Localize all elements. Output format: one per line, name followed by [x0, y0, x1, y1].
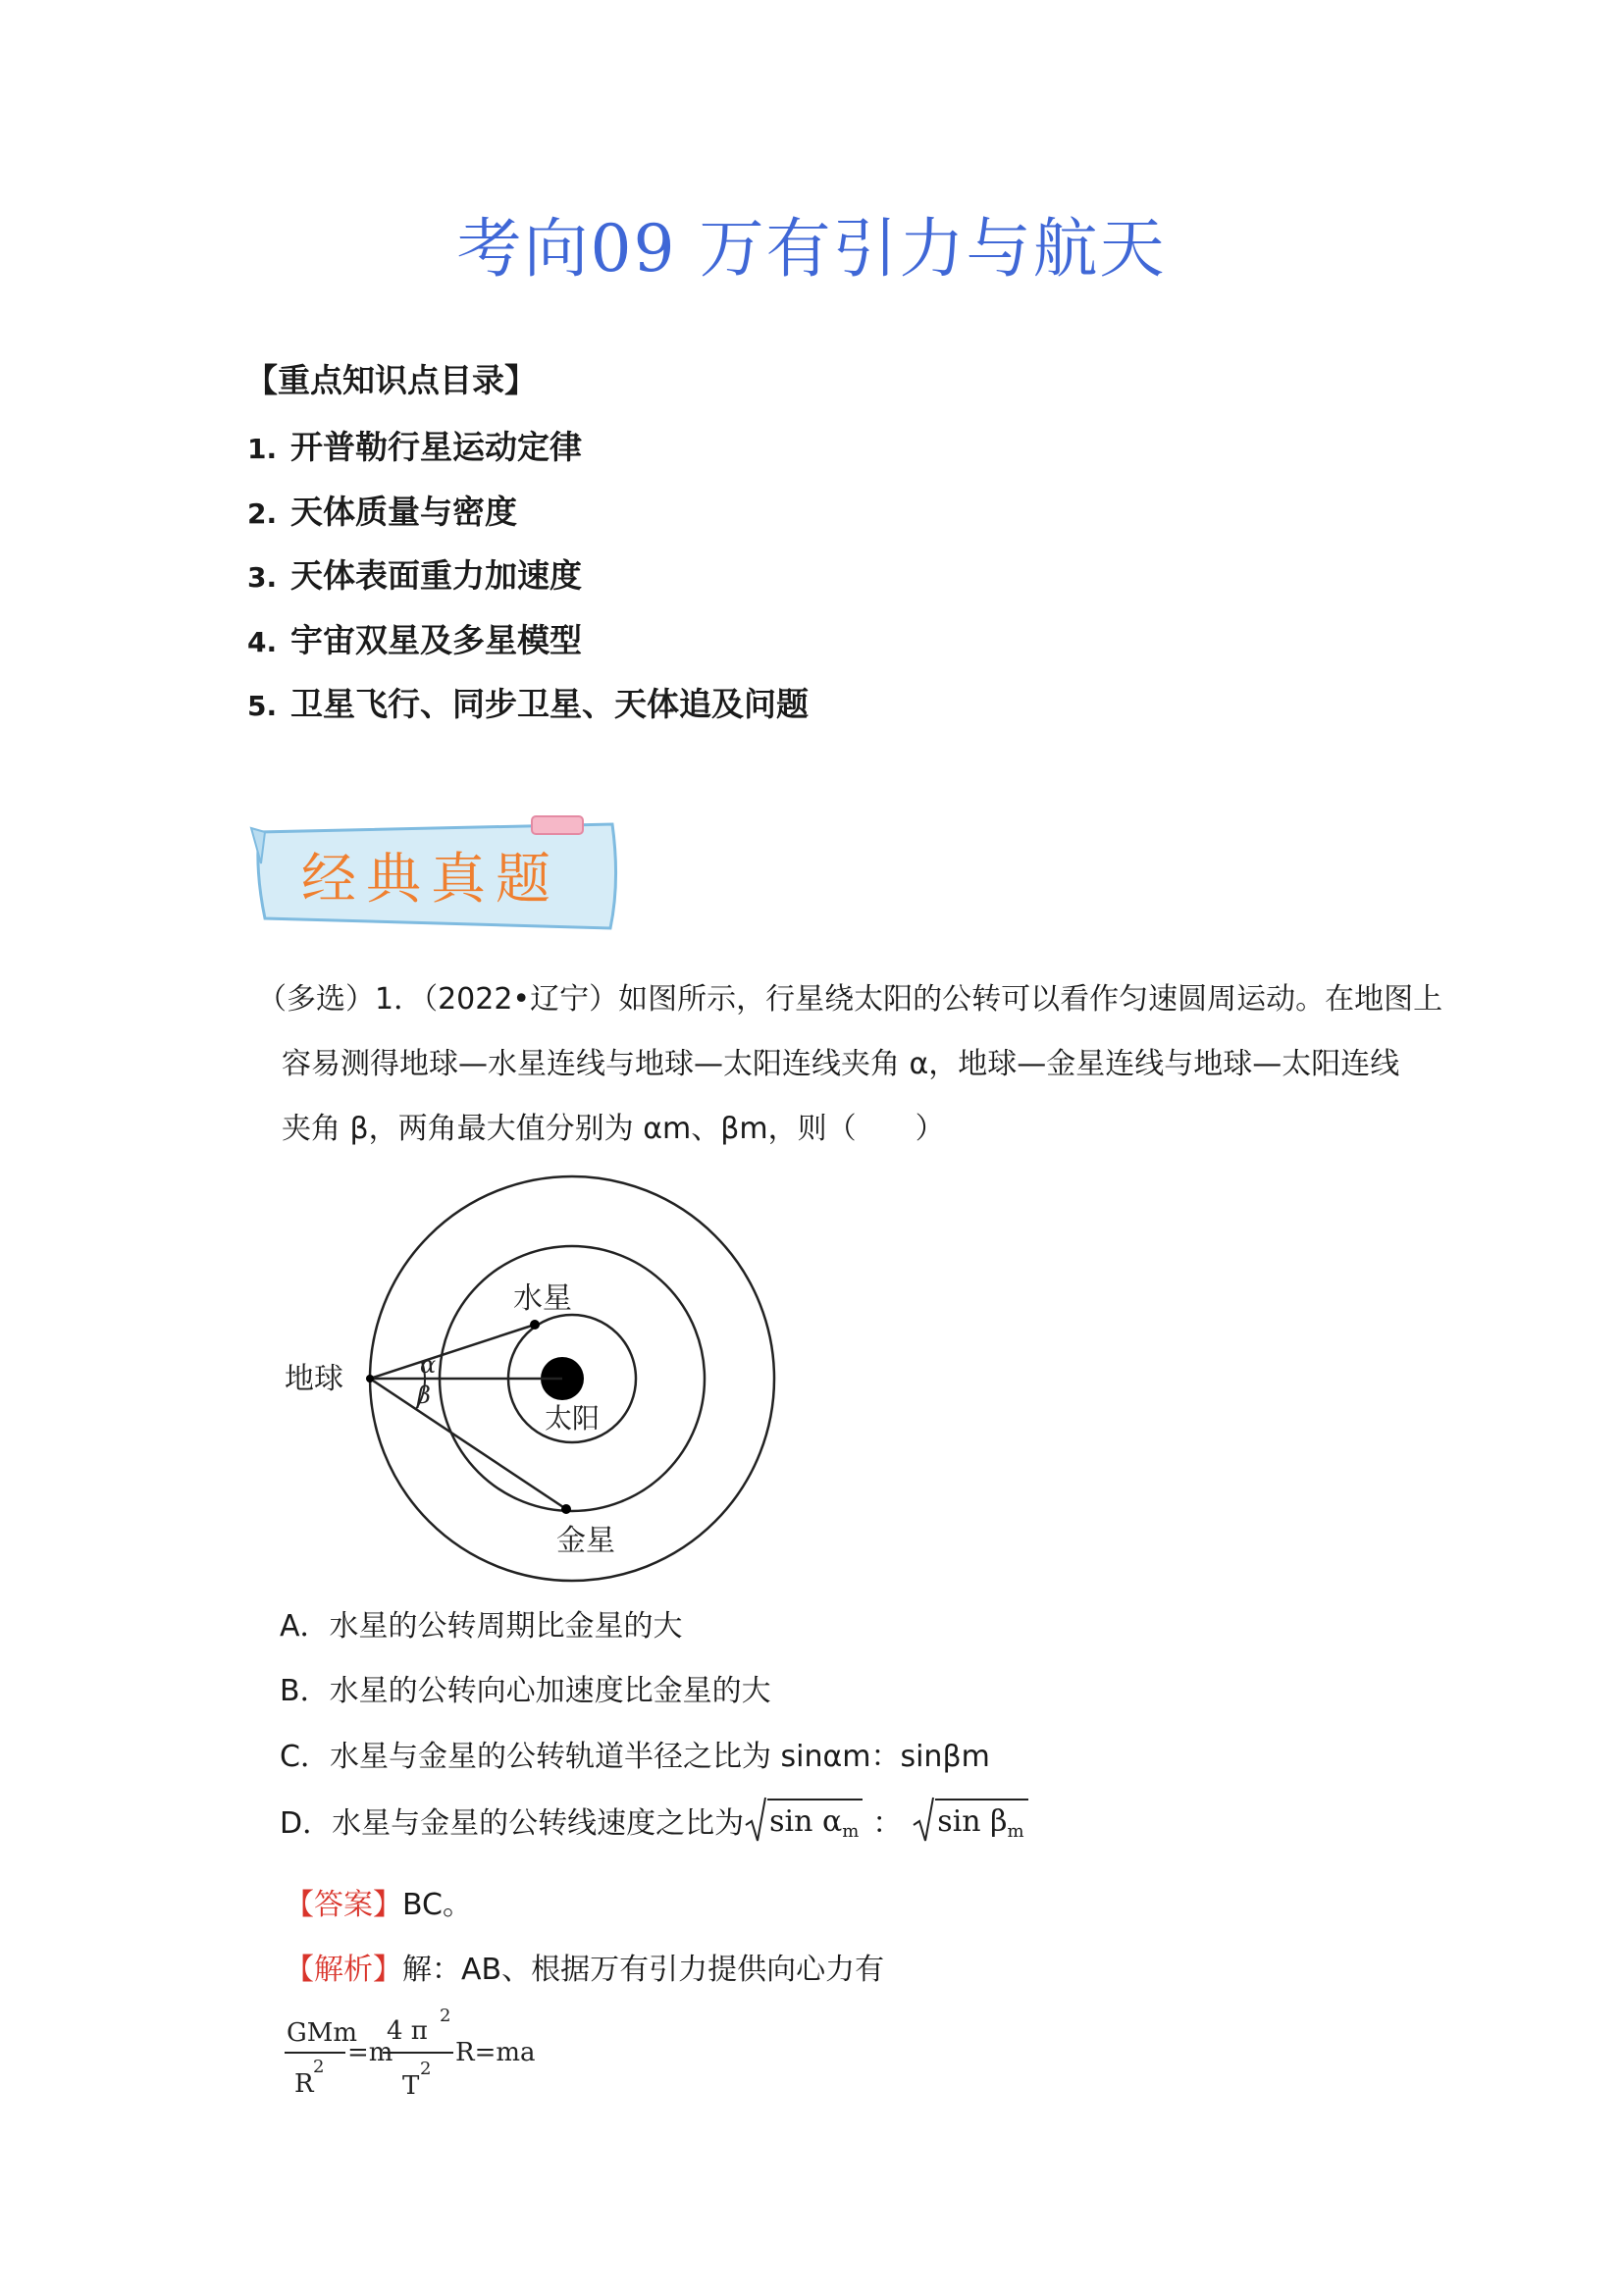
- toc-item-text: 卫星飞行、同步卫星、天体追及问题: [290, 685, 809, 723]
- alpha-label: α: [420, 1351, 437, 1379]
- toc-heading: 【重点知识点目录】: [245, 361, 537, 399]
- option-d-prefix: D．水星与金星的公转线速度之比为: [280, 1806, 745, 1841]
- option-d-separator: ：: [872, 1806, 903, 1841]
- analysis-label: 【解析】: [285, 1953, 402, 1987]
- answer-line: [285, 1880, 472, 1923]
- venus-point: [561, 1504, 571, 1514]
- toc-item-number: 3.: [247, 561, 278, 594]
- question-line-2: 容易测得地球—水星连线与地球—太阳连线夹角 α，地球—金星连线与地球—太阳连线: [282, 1047, 1400, 1081]
- sqrt-sign-icon: [744, 1796, 767, 1845]
- toc-item-number: 1.: [247, 433, 278, 465]
- toc-item-text: 开普勒行星运动定律: [290, 428, 582, 466]
- formula-eq1: =m: [347, 2038, 393, 2067]
- analysis-text: 解：AB、根据万有引力提供向心力有: [402, 1953, 885, 1987]
- option-c: C．水星与金星的公转轨道半径之比为 sinαm：sinβm: [280, 1740, 990, 1774]
- option-a: A．水星的公转周期比金星的大: [280, 1609, 683, 1644]
- option-d-right-text: sin β: [937, 1804, 1008, 1839]
- page-title: 考向09 万有引力与航天: [456, 211, 1167, 287]
- option-d: [280, 1796, 1028, 1845]
- option-d-left-sub: m: [842, 1821, 860, 1842]
- formula-exp2: 2: [440, 2006, 451, 2026]
- formula-num2: 4 π: [387, 2016, 428, 2046]
- toc-item-text: 宇宙双星及多星模型: [290, 621, 582, 659]
- answer-value: BC。: [402, 1888, 473, 1922]
- mercury-label: 水星: [513, 1281, 572, 1316]
- option-d-right-sub: m: [1007, 1821, 1024, 1842]
- sqrt-sign-icon: [912, 1796, 935, 1845]
- toc-item-number: 2.: [247, 497, 278, 530]
- earth-label: 地球: [285, 1362, 343, 1396]
- formula-num1: GMm: [287, 2018, 358, 2048]
- earth-venus-line: [370, 1379, 566, 1509]
- toc-item: [247, 679, 809, 725]
- section-banner: [247, 803, 620, 940]
- orbit-diagram: [275, 1163, 795, 1585]
- formula-exp1: 2: [313, 2057, 325, 2077]
- formula-exp3: 2: [420, 2059, 432, 2079]
- mercury-point: [530, 1320, 540, 1330]
- banner-text: 经典真题: [301, 848, 560, 912]
- option-b: B．水星的公转向心加速度比金星的大: [280, 1674, 771, 1708]
- toc-item-text: 天体表面重力加速度: [290, 556, 582, 595]
- venus-label: 金星: [556, 1524, 615, 1558]
- question-line-1: （多选）1．（2022•辽宁）如图所示，行星绕太阳的公转可以看作匀速圆周运动。在地图上: [257, 982, 1443, 1017]
- formula-tail: R=ma: [455, 2038, 536, 2067]
- option-d-left-text: sin α: [769, 1804, 843, 1839]
- toc-item: [247, 615, 582, 661]
- banner-clip-shape: [532, 816, 583, 834]
- toc-item-number: 5.: [247, 690, 278, 722]
- question-line-3: 夹角 β，两角最大值分别为 αm、βm，则（ ）: [282, 1112, 945, 1146]
- toc-item: [247, 550, 582, 597]
- analysis-line: [285, 1945, 884, 1988]
- toc-item-text: 天体质量与密度: [290, 493, 517, 531]
- formula-den2: T: [402, 2071, 420, 2101]
- sun-label: 太阳: [545, 1402, 601, 1435]
- beta-label: β: [417, 1382, 431, 1409]
- earth-mercury-line: [370, 1325, 535, 1379]
- toc-item: [247, 487, 517, 533]
- option-d-right-radicand: [935, 1799, 1027, 1842]
- answer-label: 【答案】: [285, 1888, 402, 1922]
- earth-point: [366, 1375, 374, 1383]
- formula-den1: R: [294, 2069, 314, 2099]
- toc-item-number: 4.: [247, 626, 278, 658]
- toc-item: [247, 422, 582, 468]
- gravitation-formula: [281, 2002, 595, 2110]
- option-d-left-radicand: [767, 1799, 863, 1842]
